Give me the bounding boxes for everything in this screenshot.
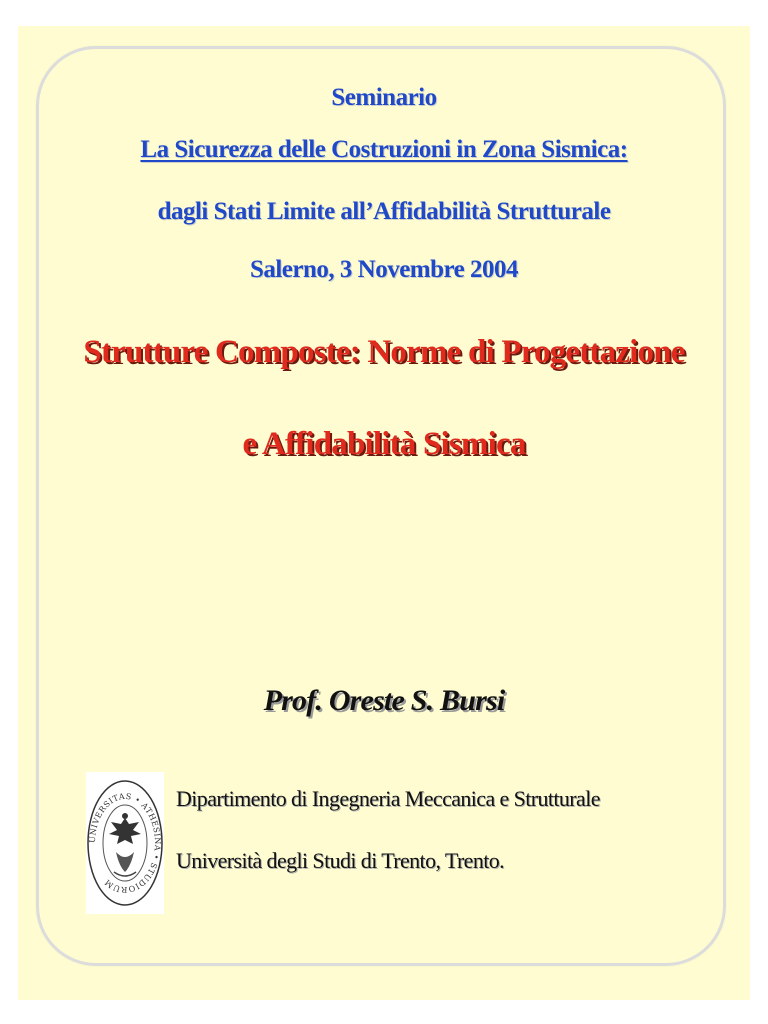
talk-title-line1: Strutture Composte: Norme di Progettazione: [83, 334, 685, 370]
seminar-label: Seminario: [331, 84, 437, 111]
seminar-title: [18, 136, 750, 164]
university: Università degli Studi di Trento, Trento.: [176, 848, 505, 873]
seminar-place-date: Salerno, 3 Novembre 2004: [249, 256, 519, 283]
seminar-title-text: La Sicurezza delle Costruzioni in Zona Sismica:: [140, 136, 628, 163]
seal-text: UNIVERSITAS • ATHESINA • STUDIORUM: [87, 791, 163, 895]
talk-title-line2: e Affidabilità Sismica: [242, 426, 526, 462]
svg-text:UNIVERSITAS • ATHESINA • STUDI: [88, 792, 162, 894]
university-seal-icon: [86, 772, 164, 914]
slide: [18, 26, 750, 1000]
author-name: Prof. Oreste S. Bursi: [263, 684, 505, 717]
department: Dipartimento di Ingegneria Meccanica e Strutturale: [176, 786, 600, 811]
seminar-subtitle: dagli Stati Limite all’Affidabilità Strutturale: [157, 198, 611, 225]
